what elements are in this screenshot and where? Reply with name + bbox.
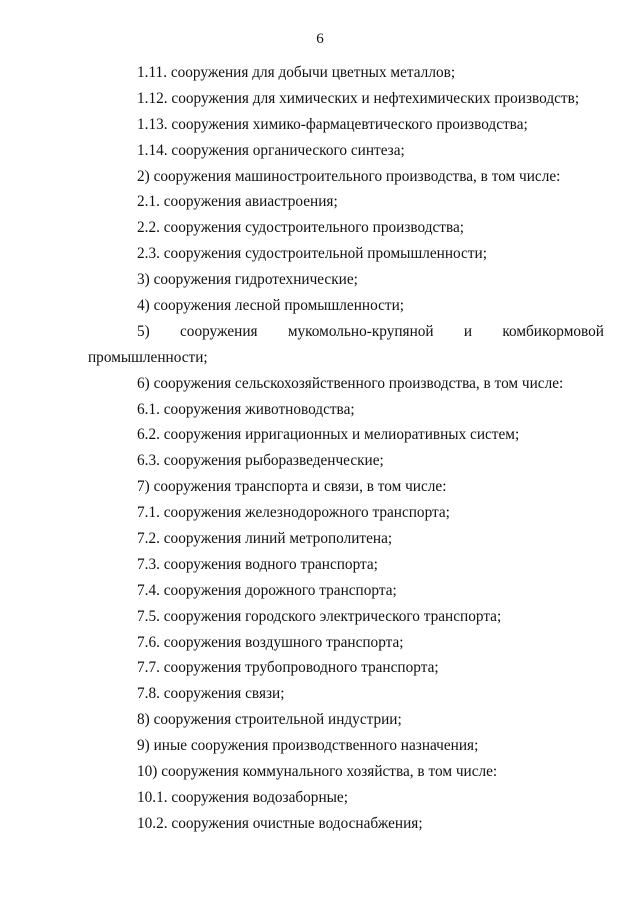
list-item: 6.1. сооружения животноводства; [137, 400, 355, 418]
list-item: 7.4. сооружения дорожного транспорта; [137, 581, 397, 599]
list-item: 1.12. сооружения для химических и нефтехимических производств; [137, 89, 580, 107]
list-item-justified [0, 319, 640, 345]
list-item: 1.13. сооружения химико-фармацевтического производства; [137, 115, 528, 133]
list-item-continuation: промышленности; [88, 348, 208, 366]
list-item: 2) сооружения машиностроительного производства, в том числе: [137, 167, 561, 185]
list-item: 2.2. сооружения судостроительного производства; [137, 219, 465, 237]
list-item: 2.1. сооружения авиастроения; [137, 193, 338, 211]
list-item: 7.7. сооружения трубопроводного транспорта; [137, 659, 439, 677]
item-word: комбикормовой [502, 322, 604, 340]
list-item: 9) иные сооружения производственного назначения; [137, 737, 479, 755]
list-item: 1.14. сооружения органического синтеза; [137, 141, 405, 159]
list-item: 4) сооружения лесной промышленности; [137, 297, 405, 315]
list-item: 7) сооружения транспорта и связи, в том числе: [137, 478, 447, 496]
item-word: и [463, 322, 473, 340]
list-item: 7.1. сооружения железнодорожного транспорта; [137, 504, 450, 522]
page-number: 6 [316, 31, 324, 47]
list-item: 2.3. сооружения судостроительной промышленности; [137, 245, 487, 263]
list-item: 7.3. сооружения водного транспорта; [137, 555, 378, 573]
list-item: 7.5. сооружения городского электрического транспорта; [137, 607, 502, 625]
list-item: 6) сооружения сельскохозяйственного производства, в том числе: [137, 374, 564, 392]
list-item: 6.3. сооружения рыборазведенческие; [137, 452, 384, 470]
list-item: 10) сооружения коммунального хозяйства, в том числе: [137, 763, 498, 781]
item-word: 5) [137, 322, 150, 340]
list-item: 10.2. сооружения очистные водоснабжения; [137, 814, 423, 832]
list-item: 6.2. сооружения ирригационных и мелиоративных систем; [137, 426, 520, 444]
list-of-structures [0, 60, 640, 837]
list-item: 7.6. сооружения воздушного транспорта; [137, 633, 404, 651]
list-item: 7.2. сооружения линий метрополитена; [137, 530, 393, 548]
list-item: 8) сооружения строительной индустрии; [137, 711, 402, 729]
item-word: мукомольно-крупяной [287, 322, 434, 340]
item-word: сооружения [180, 322, 258, 340]
list-item: 3) сооружения гидротехнические; [137, 271, 358, 289]
list-item: 7.8. сооружения связи; [137, 685, 285, 703]
list-item: 1.11. сооружения для добычи цветных металлов; [137, 64, 456, 81]
list-item: 10.1. сооружения водозаборные; [137, 788, 348, 806]
